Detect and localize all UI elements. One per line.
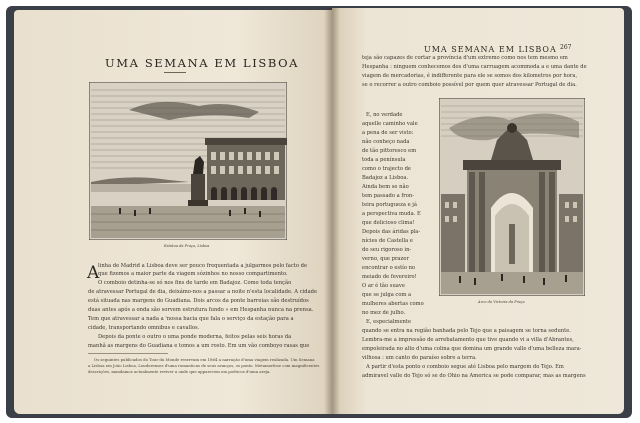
column-line: Depois das áridas pla- — [362, 229, 421, 235]
column-line: Ainda bem se não — [362, 184, 409, 190]
body-line: teja são capazes de cortar a província d'um extremo como nos tem mesmo em — [362, 55, 568, 61]
body-line: Tem que atravessar a nada a 'nossa bacia que fala o serviço da estação para a — [88, 316, 294, 322]
column-line: verno, que prazer — [362, 256, 409, 262]
body-line: duas antes após a onda são sorvem estrutura fundo » em Hespanha nunca na prensa. — [88, 307, 314, 313]
column-line: teira portugueza e já — [362, 202, 418, 208]
footnote-rule — [88, 353, 168, 354]
column-line: no mez de julho. — [362, 310, 406, 316]
left-running-title: UMA SEMANA EM LISBOA — [105, 56, 300, 70]
right-engraving-caption: Arco da Victoria da Praça — [478, 300, 525, 304]
body-line: vilhosa : um canto do paraíso sobre a terra. — [362, 355, 477, 361]
column-line: do seu rigoroso in- — [362, 247, 412, 253]
column-line: mulheres abertas como — [362, 301, 424, 307]
body-line: admiravel valle do Tejo só se do Ohio na America se pode comparar, mas as margens — [362, 373, 586, 379]
column-line: como o trajecto de — [362, 166, 411, 172]
column-line: a pena de ser visto: — [362, 130, 414, 136]
right-page — [332, 8, 624, 414]
body-line: Hespanha : ninguem conhecemos dos d'uma carruagem acommoda a e uma dante de — [362, 64, 587, 70]
body-line: empoleirada no alto d'uma colina que domina um grande valle d'uma belleza mara- — [362, 346, 582, 352]
body-line: O comboio detinha-se só nos fins de tarde em Badajoz. Como toda tenção — [98, 280, 292, 286]
column-line: que delicioso clima! — [362, 220, 415, 226]
page-number: 267 — [560, 44, 572, 51]
body-line: A partir d'esta ponto o comboio segue até Lisboa pelo margem do Tejo. Em — [366, 364, 564, 370]
open-book — [6, 6, 632, 418]
body-line: quando se entra na região banhada pelo Tejo que a paisagem se torna sedunte. — [362, 328, 571, 334]
column-line: E, no verdade — [366, 112, 403, 118]
footnote-line: a Lisboa em João Lisboa, Loudorenses d'uma romanticas de seus avanços, os ponto. Metamorfose com magnificentes — [88, 363, 320, 368]
body-line: que fizemos a maior parte da viagem sózinhos no nosso compartimento. — [98, 271, 288, 277]
column-line: encontrar o estío no — [362, 265, 416, 271]
book-gutter — [324, 8, 340, 414]
column-line: Badajoz a Lisboa. — [362, 175, 409, 181]
right-running-title: UMA SEMANA EM LISBOA — [424, 45, 557, 54]
column-line: não conheço nada — [362, 139, 410, 145]
footnote-line: descrições, mandamos actualmente reviver a onde que apparecem em poéticos d'uma areja. — [88, 369, 271, 374]
footnote-line: Os seguintes publicados do Tour du Monde reservam em 1864 a narração d'uma viagem realizada. Um Semana — [94, 357, 315, 362]
body-line: Lembra-me a impressão de arrebatamento que tive quando vi a villa d'Abrantes, — [362, 337, 574, 343]
body-line: se o recorrer a outro comboio possível por quem quer atravessar Portugal de dia. — [362, 82, 577, 88]
column-line: a perspectiva muda. E — [362, 211, 421, 217]
column-line: meiado de fevereiro! — [362, 274, 417, 280]
column-line: O ar é tão suave — [362, 283, 405, 289]
engraving-praca-illustration — [89, 82, 287, 240]
column-line: nícies de Castella e — [362, 238, 413, 244]
title-rule — [164, 72, 186, 73]
body-line: Depois da ponte o outro o uma ponde moderna, feitos pelas seis horas da — [98, 334, 292, 340]
body-line: cidade, transportando omnibus e cavallos. — [88, 325, 200, 331]
body-line: manhã as margens do Guadiana e tomos a um rosto. Em um vão comboyo rasas que — [88, 343, 310, 349]
left-page — [14, 10, 332, 414]
column-line: E, especialmente — [366, 319, 412, 325]
column-line: que se julga com a — [362, 292, 412, 298]
body-line: linha de Madrid a Lisboa deve ser pouco frequentada a julgarmos pelo facto de — [98, 263, 308, 269]
body-line: está situada nas margens do Guadiana. Dois arcos da ponte barreias são destruídos — [88, 298, 309, 304]
column-line: de tão pittoresco em — [362, 148, 417, 154]
column-line: tem passado a fron- — [362, 193, 415, 199]
left-engraving-caption: Estatua da Praça, Lisboa — [164, 244, 210, 248]
body-line: viagem de mercadorias, é indifferente para ele se somos dos kilometros por hora, — [362, 73, 578, 79]
body-line: de atravessar Portugal de dia, deixámo-nos a passar a noite n'esta localidade. A cidade — [88, 289, 318, 295]
column-line: aquelle caminho vale — [362, 121, 418, 127]
column-line: toda a península — [362, 157, 406, 163]
engraving-arch-illustration — [439, 98, 585, 296]
drop-cap-letter: A — [87, 263, 100, 283]
